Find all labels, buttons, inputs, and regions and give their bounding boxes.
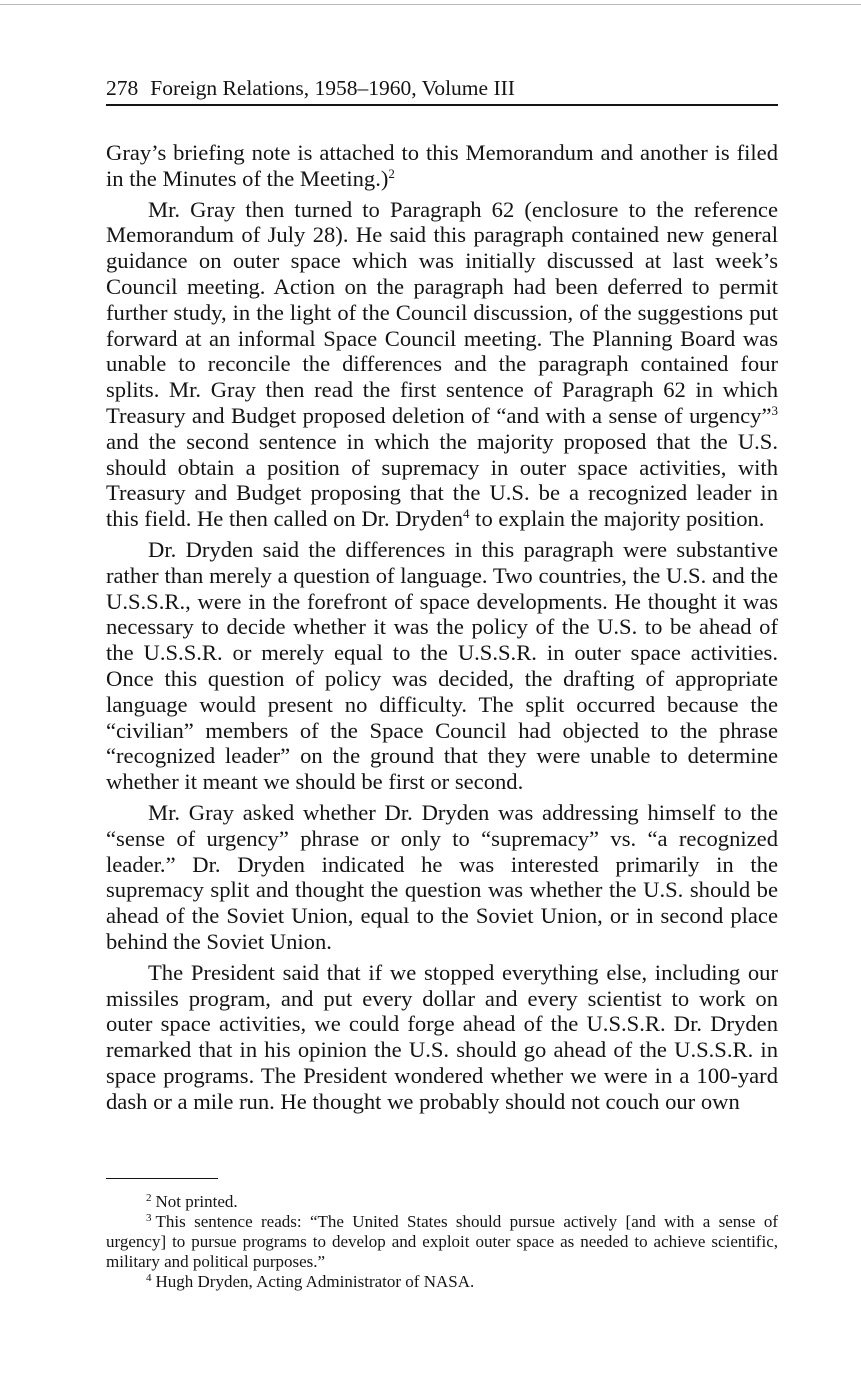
footnotes <box>106 1192 778 1292</box>
paragraph-3: Dr. Dryden said the differences in this paragraph were substantive rather than merely a question of language. Two countries, the U.S. and the U.S.S.R., were in the forefront of space developments. He thought it was necessary to decide whether it was the policy of the U.S. to be ahead of the U.S.S.R. or merely equal to the U.S.S.R. in outer space activities. Once this question of policy was decided, the drafting of appropriate language would present no difficulty. The split occurred because the “civilian” members of the Space Council had objected to the phrase “recognized leader” on the ground that they were unable to determine whether it meant we should be first or second. <box>106 536 778 795</box>
footnote-2 <box>106 1192 778 1212</box>
paragraph-1: Gray’s briefing note is attached to this Memorandum and another is filed in the Minutes of the Meeting.)$^2$ <box>106 140 778 191</box>
footnote-text: Not printed. <box>155 1192 238 1211</box>
paragraph-5: The President said that if we stopped everything else, including our missiles program, and put every dollar and every scientist to work on outer space activities, we could forge ahead of the U.S.S.R. Dr. Dryden remarked that in his opinion the U.S. should go ahead of the U.S.S.R. in space programs. The President wondered whether we were in a 100-yard dash or a mile run. He thought we probably should not couch our own <box>106 959 778 1114</box>
footnote-number: 2 <box>146 1191 152 1204</box>
page-number: 278 <box>106 76 139 100</box>
footnote-separator <box>106 1178 218 1179</box>
footnote-text: Hugh Dryden, Acting Administrator of NASA. <box>155 1272 475 1291</box>
footnote-ref-4[interactable]: 4 <box>463 506 470 522</box>
footnote-ref-3[interactable]: 3 <box>771 403 778 419</box>
paragraph-2: Mr. Gray then turned to Paragraph 62 (enclosure to the reference Memorandum of July 28). He said this paragraph contained new general guidance on outer space which was initially discussed at last week’s Council meeting. Action on the paragraph had been deferred to permit further study, in the light of the Council discussion, of the suggestions put forward at an informal Space Council meeting. The Planning Board was unable to reconcile the differences and the paragraph contained four splits. Mr. Gray then read the first sentence of Paragraph 62 in which Treasury and Budget proposed deletion of “and with a sense of urgency”$^3$ and the second sentence in which the majority proposed that the U.S. should obtain a position of supremacy in outer space activities, with Treasury and Budget proposing that the U.S. be a recognized leader in this field. He then called on Dr. Dryden$^4$ to explain the majority position. <box>106 196 778 532</box>
running-header <box>106 74 778 106</box>
footnote-number: 3 <box>146 1211 152 1224</box>
page-top-edge <box>0 4 861 5</box>
footnote-text: This sentence reads: “The United States should pursue actively [and with a sense of urgency] to pursue programs to develop and exploit outer space as needed to achieve scientific, military and political purposes.” <box>106 1212 778 1271</box>
paragraph-4: Mr. Gray asked whether Dr. Dryden was addressing himself to the “sense of urgency” phrase or only to “supremacy” vs. “a recognized leader.” Dr. Dryden indicated he was interested primarily in the supremacy split and thought the question was whether the U.S. should be ahead of the Soviet Union, equal to the Soviet Union, or in second place behind the Soviet Union. <box>106 799 778 954</box>
footnote-ref-2[interactable]: 2 <box>388 166 395 181</box>
volume-title: Foreign Relations, 1958–1960, Volume III <box>150 76 515 100</box>
footnote-3 <box>106 1212 778 1272</box>
footnote-number: 4 <box>146 1271 152 1284</box>
footnote-4 <box>106 1272 778 1292</box>
body-text <box>106 140 778 1119</box>
